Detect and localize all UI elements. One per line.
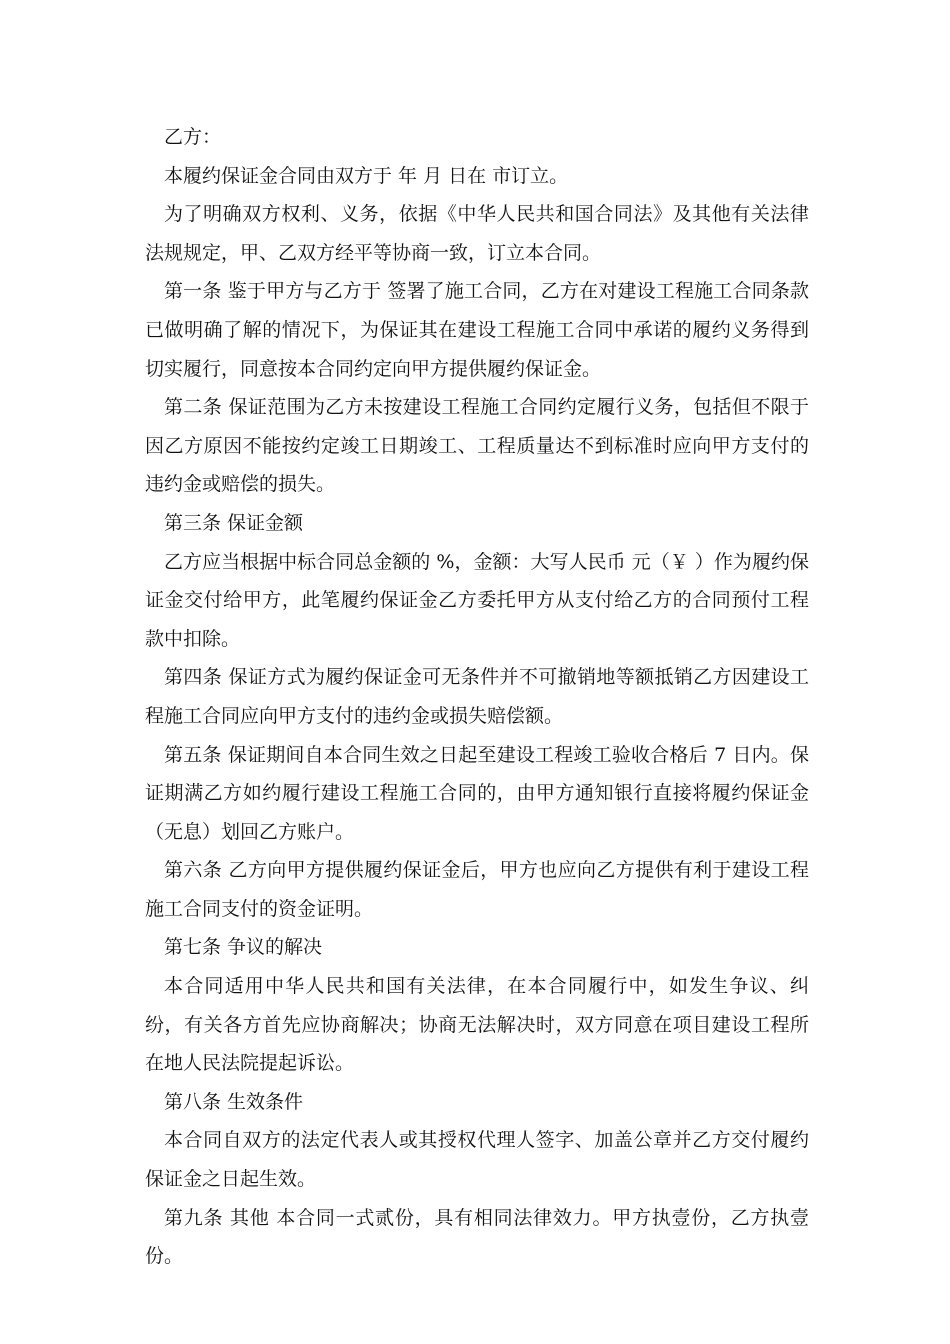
article-1-paragraph: 第一条 鉴于甲方与乙方于 签署了施工合同，乙方在对建设工程施工合同条款已做明确了解的情况下，为保证其在建设工程施工合同中承诺的履约义务得到切实履行，同意按本合同约定向甲方提供履约保证金。	[145, 280, 809, 380]
article-5-paragraph: 第五条 保证期间自本合同生效之日起至建设工程竣工验收合格后 7 日内。保证期满乙方如约履行建设工程施工合同的，由甲方通知银行直接将履约保证金（无息）划回乙方账户。	[145, 743, 809, 843]
article-3-heading: 第三条 保证金额	[164, 511, 304, 534]
article-2-paragraph: 第二条 保证范围为乙方未按建设工程施工合同约定履行义务，包括但不限于因乙方原因不能按约定竣工日期竣工、工程质量达不到标准时应向甲方支付的违约金或赔偿的损失。	[145, 396, 809, 496]
article-6-paragraph: 第六条 乙方向甲方提供履约保证金后，甲方也应向乙方提供有利于建设工程施工合同支付的资金证明。	[145, 859, 809, 920]
article-7-heading: 第七条 争议的解决	[164, 936, 323, 959]
article-7-paragraph: 本合同适用中华人民共和国有关法律，在本合同履行中，如发生争议、纠纷，有关各方首先应协商解决；协商无法解决时，双方同意在项目建设工程所在地人民法院提起诉讼。	[145, 975, 809, 1075]
article-8-heading: 第八条 生效条件	[164, 1090, 304, 1113]
contract-body	[145, 118, 809, 1276]
article-8-paragraph: 本合同自双方的法定代表人或其授权代理人签字、加盖公章并乙方交付履约保证金之日起生效。	[145, 1129, 809, 1191]
signing-info-paragraph: 本履约保证金合同由双方于 年 月 日在 市订立。	[164, 164, 569, 187]
purpose-paragraph: 为了明确双方权利、义务，依据《中华人民共和国合同法》及其他有关法律法规规定，甲、乙双方经平等协商一致，订立本合同。	[145, 203, 809, 264]
party-b-label: 乙方：	[164, 126, 222, 148]
article-9-paragraph: 第九条 其他 本合同一式贰份，具有相同法律效力。甲方执壹份，乙方执壹份。	[145, 1206, 809, 1268]
article-3-paragraph: 乙方应当根据中标合同总金额的 %，金额：大写人民币 元（￥ ）作为履约保证金交付给甲方，此笔履约保证金乙方委托甲方从支付给乙方的合同预付工程款中扣除。	[145, 550, 809, 650]
article-4-paragraph: 第四条 保证方式为履约保证金可无条件并不可撤销地等额抵销乙方因建设工程施工合同应向甲方支付的违约金或损失赔偿额。	[145, 666, 809, 727]
